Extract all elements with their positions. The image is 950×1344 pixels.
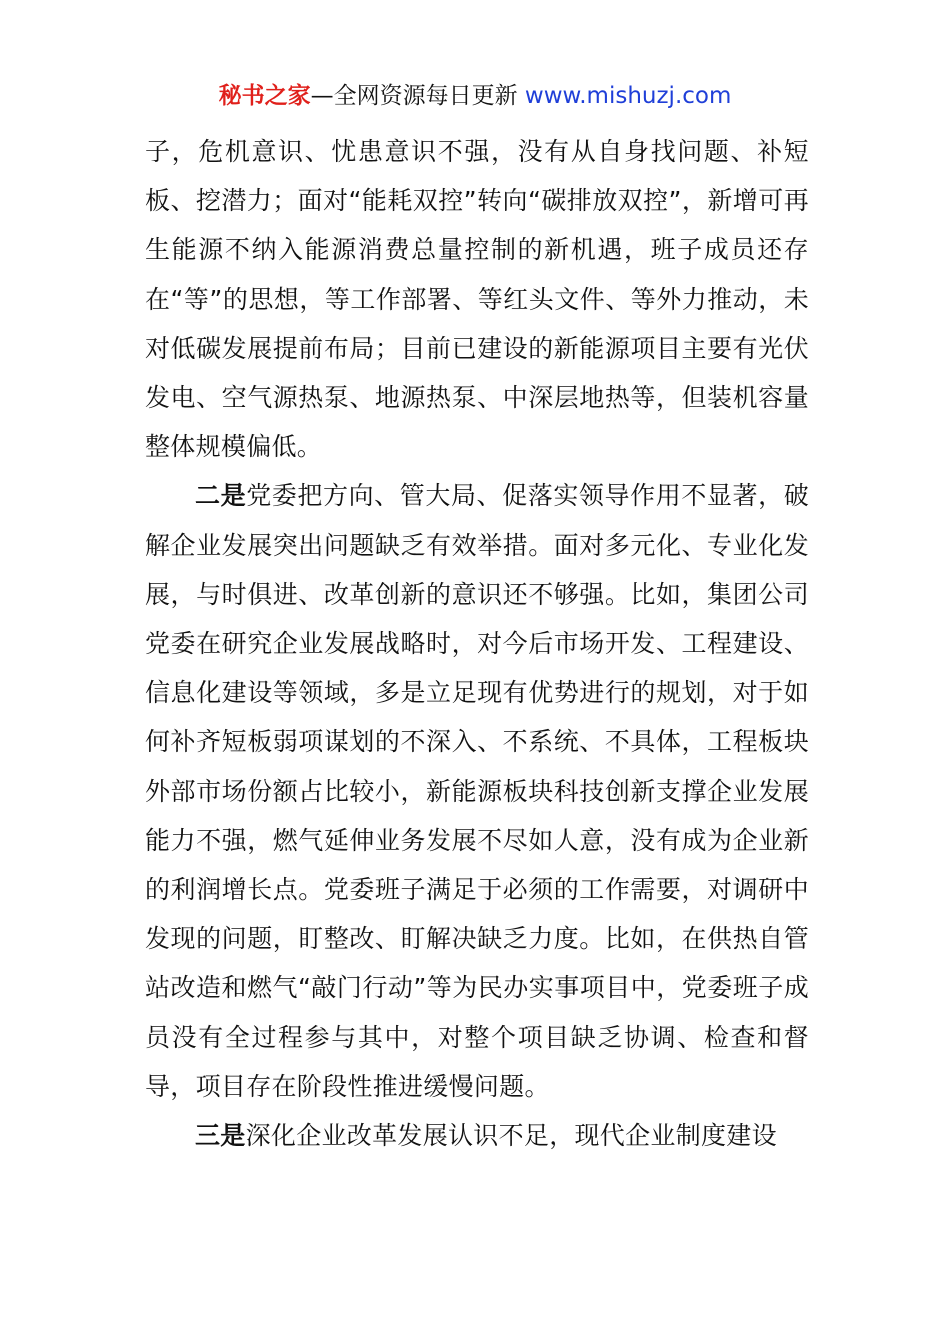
site-url[interactable]: www.mishuzj.com <box>524 83 732 109</box>
paragraph-text: 党委把方向、管大局、促落实领导作用不显著，破解企业发展突出问题缺乏有效举措。面对多元化、专业化发展，与时俱进、改革创新的意识还不够强。比如，集团公司党委在研究企业发展战略时，对今后市场开发、工程建设、信息化建设等领域，多是立足现有优势进行的规划，对于如何补齐短板弱项谋划的不深入、不系统、不具体，工程板块外部市场份额占比较小，新能源板块科技创新支撑企业发展能力不强，燃气延伸业务发展不尽如人意，没有成为企业新的利润增长点。党委班子满足于必须的工作需要，对调研中发现的问题，盯整改、盯解决缺乏力度。比如，在供热自管站改造和燃气“敲门行动”等为民办实事项目中，党委班子成员没有全过程参与其中，对整个项目缺乏协调、检查和督导，项目存在阶段性推进缓慢问题。 <box>145 481 809 1101</box>
site-tagline: —全网资源每日更新 <box>310 83 525 109</box>
paragraph-text: 深化企业改革发展认识不足，现代企业制度建设 <box>245 1121 777 1151</box>
site-brand: 秘书之家 <box>218 83 311 109</box>
paragraph-continued <box>145 127 809 471</box>
document-body <box>145 127 809 1160</box>
paragraph-lead: 二是 <box>195 481 247 511</box>
paragraph-text: 子，危机意识、忧患意识不强，没有从自身找问题、补短板、挖潜力；面对“能耗双控”转向“碳排放双控”，新增可再生能源不纳入能源消费总量控制的新机遇，班子成员还存在“等”的思想，等工作部署、等红头文件、等外力推动，未对低碳发展提前布局；目前已建设的新能源项目主要有光伏发电、空气源热泵、地源热泵、中深层地热等，但装机容量整体规模偏低。 <box>145 137 809 462</box>
paragraph-point-three <box>145 1111 809 1160</box>
paragraph-point-two <box>145 471 809 1111</box>
paragraph-lead: 三是 <box>195 1121 246 1151</box>
site-header <box>0 80 950 112</box>
